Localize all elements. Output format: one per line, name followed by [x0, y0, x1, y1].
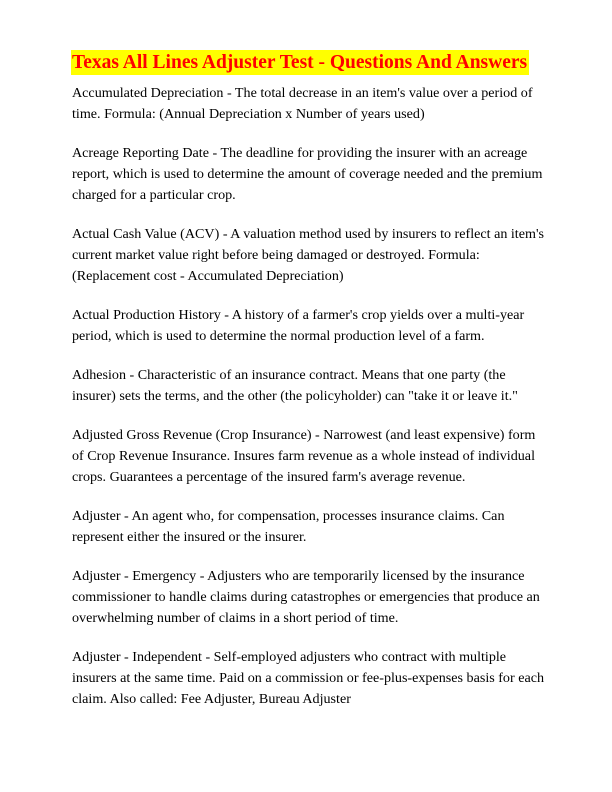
- entry-adhesion: Adhesion - Characteristic of an insurance contract. Means that one party (the insurer) sets the terms, and the other (the policyholder) can "take it or leave it.": [72, 367, 518, 404]
- document-page: [72, 50, 544, 728]
- entry-actual-cash-value: Actual Cash Value (ACV) - A valuation method used by insurers to reflect an item's current market value right before being damaged or destroyed. Formula: (Replacement cost - Accumulated Depreciation): [72, 226, 544, 284]
- entry-actual-production-history: Actual Production History - A history of a farmer's crop yields over a multi-year period, which is used to determine the normal production level of a farm.: [72, 307, 525, 344]
- entry-adjuster: Adjuster - An agent who, for compensation, processes insurance claims. Can represent either the insured or the insurer.: [72, 508, 505, 545]
- entry-acreage-reporting-date: Acreage Reporting Date - The deadline for providing the insurer with an acreage report, which is used to determine the amount of coverage needed and the premium charged for a particular crop.: [72, 145, 543, 203]
- entry-accumulated-depreciation: Accumulated Depreciation - The total decrease in an item's value over a period of time. Formula: (Annual Depreciation x Number of years used): [72, 85, 533, 122]
- document-title: Texas All Lines Adjuster Test - Questions And Answers: [72, 52, 528, 73]
- entry-adjusted-gross-revenue: Adjusted Gross Revenue (Crop Insurance) - Narrowest (and least expensive) form of Crop Revenue Insurance. Insures farm revenue as a whole instead of individual crops. Guarantees a percentage of the insured farm's average revenue.: [72, 427, 536, 485]
- entry-adjuster-independent: Adjuster - Independent - Self-employed adjusters who contract with multiple insurers at the same time. Paid on a commission or fee-plus-expenses basis for each claim. Also called: Fee Adjuster, Bureau Adjuster: [72, 649, 545, 707]
- entry-adjuster-emergency: Adjuster - Emergency - Adjusters who are temporarily licensed by the insurance commissioner to handle claims during catastrophes or emergencies that produce an overwhelming number of claims in a short period of time.: [72, 568, 540, 626]
